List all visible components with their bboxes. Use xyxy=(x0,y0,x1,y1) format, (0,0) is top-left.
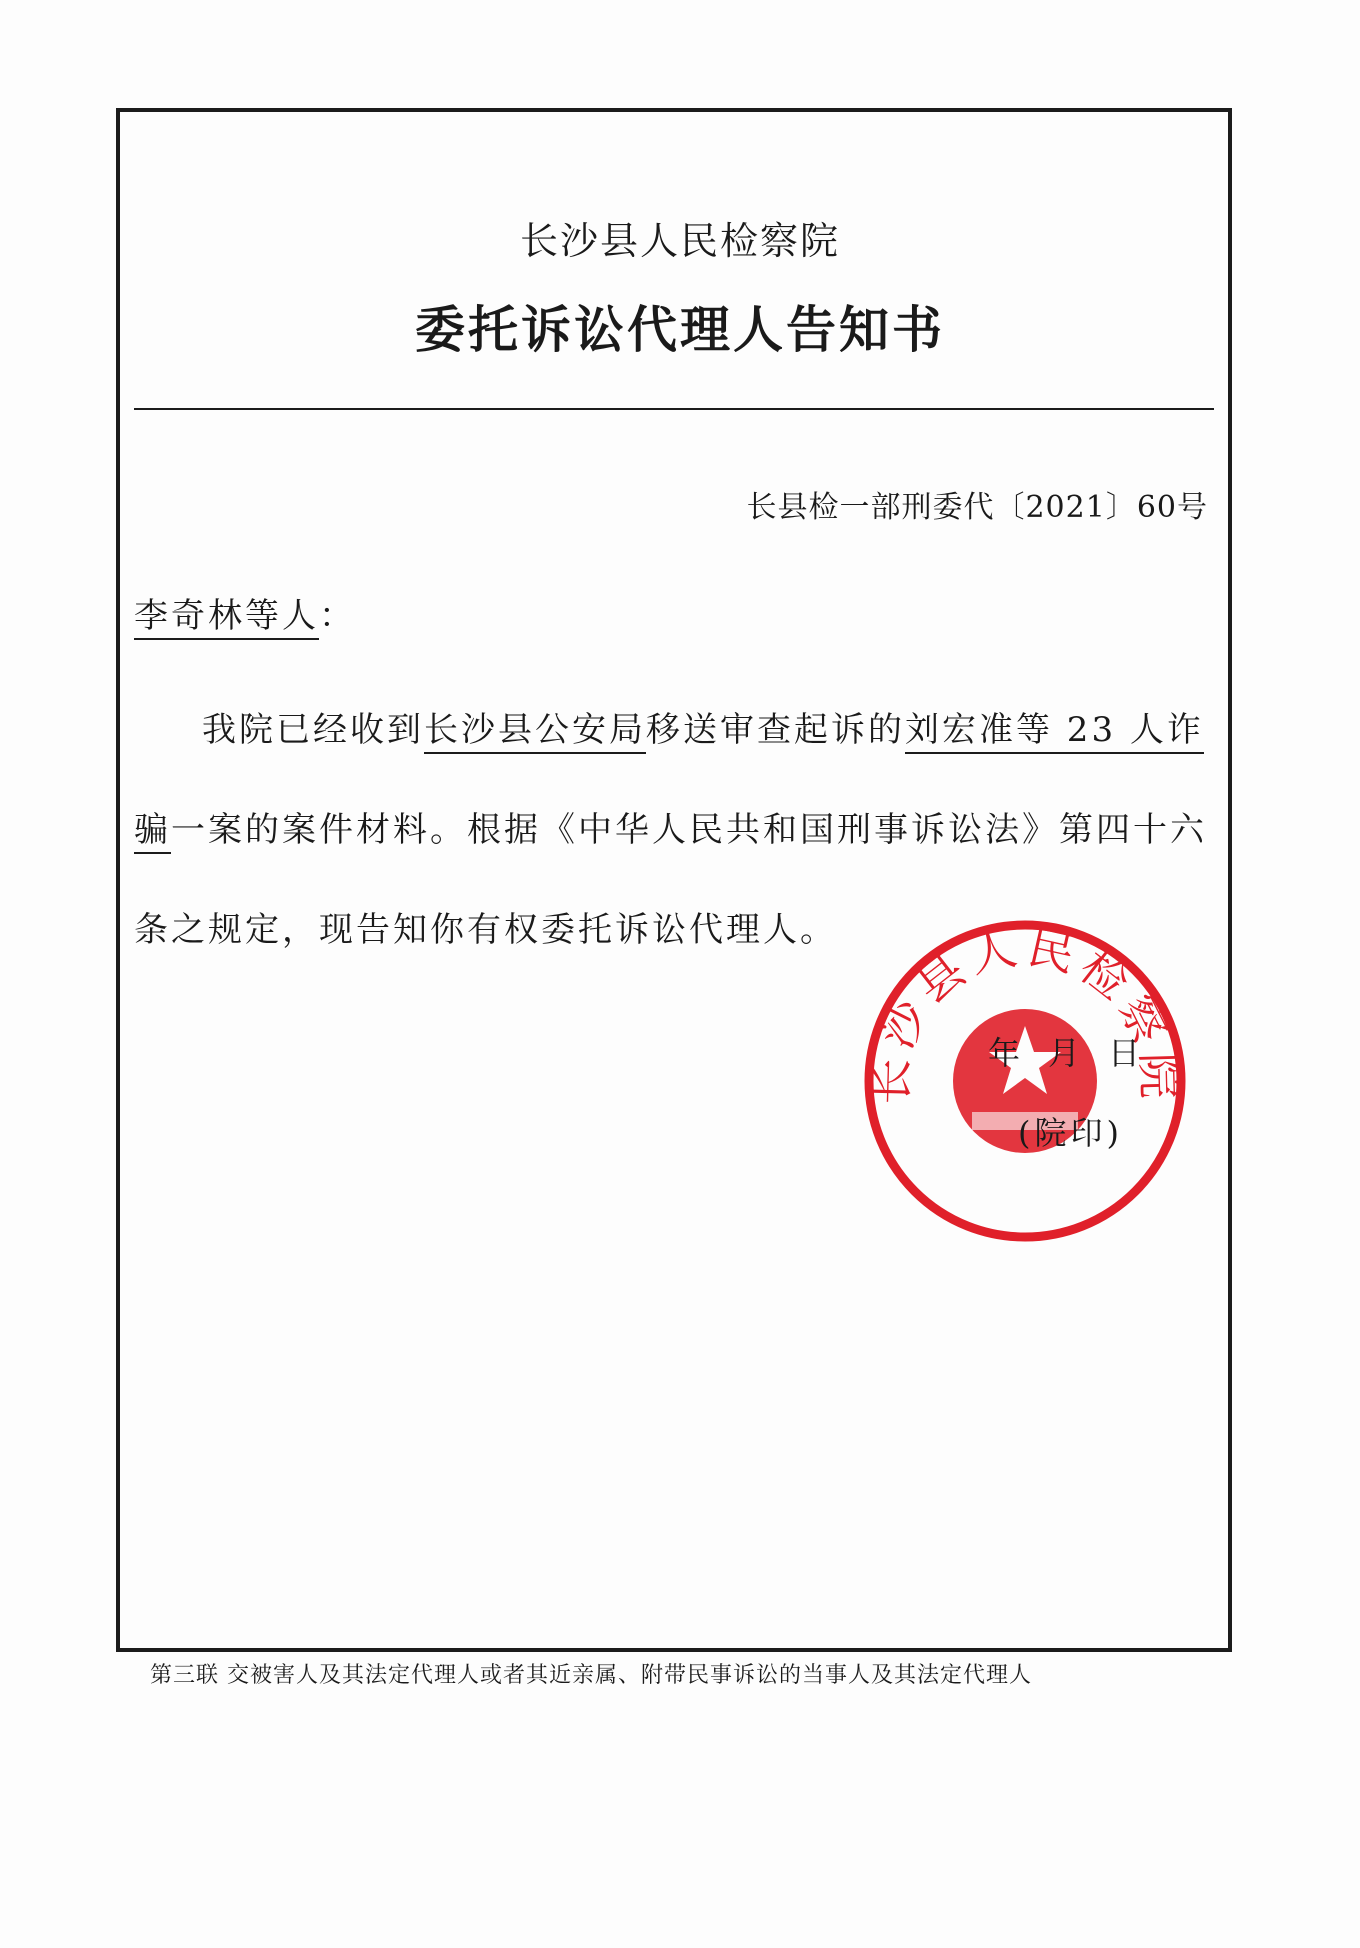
case-name-part2: 骗 xyxy=(134,810,171,854)
transferring-agency: 长沙县公安局 xyxy=(424,710,646,754)
body-text-start: 我院已经收到 xyxy=(202,710,424,750)
addressee-colon: ： xyxy=(319,596,356,636)
addressee xyxy=(134,588,356,637)
seal-text: 长沙县人民检察院 xyxy=(863,919,1187,1106)
header-divider xyxy=(134,408,1214,410)
copy-footer-note: 第三联 交被害人及其法定代理人或者其近亲属、附带民事诉讼的当事人及其法定代理人 xyxy=(150,1663,1032,1688)
addressee-name: 李奇林等人 xyxy=(134,596,319,640)
official-seal xyxy=(860,916,1190,1246)
case-name-part1: 刘宏准等 23 人诈 xyxy=(905,710,1204,754)
body-text-mid: 移送审查起诉的 xyxy=(646,710,905,750)
seal-label: (院印) xyxy=(1018,1114,1123,1152)
issuing-organization: 长沙县人民检察院 xyxy=(519,219,840,263)
body-text-end: 一案的案件材料。根据《中华人民共和国刑事诉讼法》第四十六条之规定，现告知你有权委托诉讼代理人。 xyxy=(134,810,1207,950)
document-title: 委托诉讼代理人告知书 xyxy=(415,300,945,359)
date-label: 年月日 xyxy=(988,1034,1169,1072)
document-number: 长县检一部刑委代〔2021〕60号 xyxy=(746,490,1208,525)
